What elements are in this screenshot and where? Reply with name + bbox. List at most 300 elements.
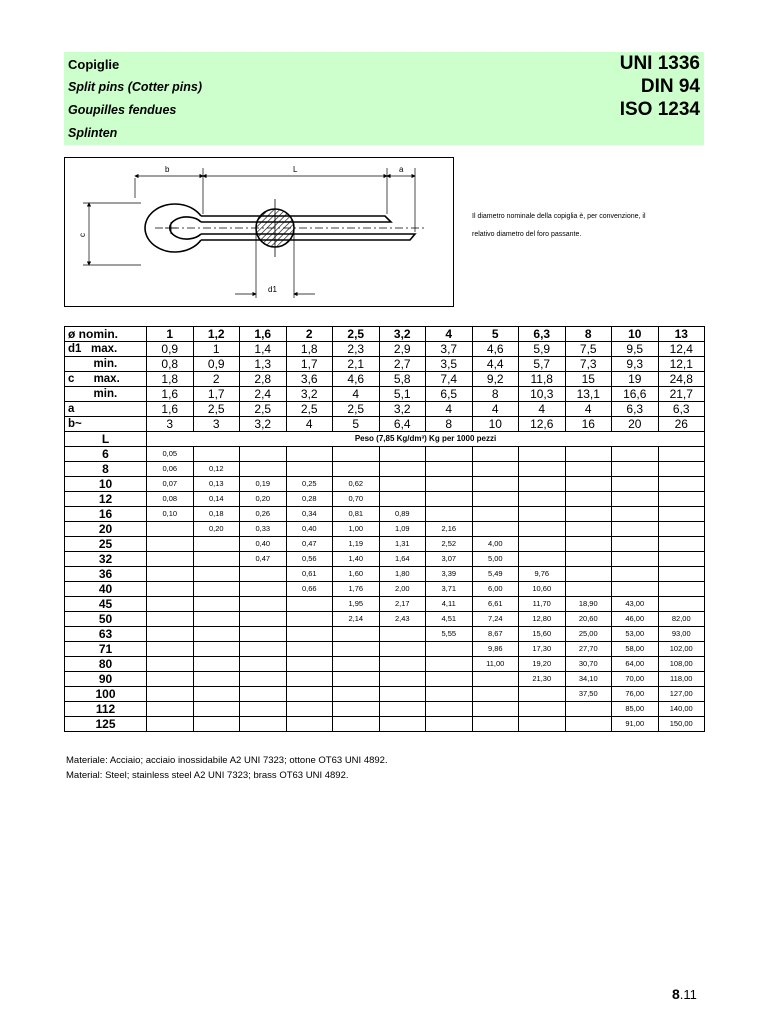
weight-value: 17,30 <box>519 642 566 657</box>
weight-value <box>193 612 240 627</box>
weight-value: 108,00 <box>658 657 705 672</box>
weight-value <box>240 597 287 612</box>
weight-value: 0,20 <box>193 522 240 537</box>
weight-value: 76,00 <box>612 687 659 702</box>
weight-value: 46,00 <box>612 612 659 627</box>
dimension-value: 10 <box>472 417 519 432</box>
weight-value: 0,18 <box>193 507 240 522</box>
weight-value <box>193 687 240 702</box>
weight-value: 1,60 <box>333 567 380 582</box>
weight-row <box>65 597 705 612</box>
weight-value <box>193 552 240 567</box>
weight-value <box>426 657 473 672</box>
nominal-row <box>65 327 705 342</box>
weight-value <box>426 672 473 687</box>
weight-value: 1,76 <box>333 582 380 597</box>
dimension-value: 2,5 <box>286 402 333 417</box>
materials-note <box>66 753 388 783</box>
dimension-value: 12,4 <box>658 342 705 357</box>
weight-value <box>379 687 426 702</box>
weight-value <box>286 447 333 462</box>
weight-value <box>240 567 287 582</box>
dimension-value: 8 <box>472 387 519 402</box>
dimension-value: 2,7 <box>379 357 426 372</box>
weight-row <box>65 552 705 567</box>
weight-value <box>565 717 612 732</box>
weight-value <box>426 462 473 477</box>
weight-row <box>65 567 705 582</box>
dimension-value: 6,4 <box>379 417 426 432</box>
weight-value: 0,70 <box>333 492 380 507</box>
weight-value: 34,10 <box>565 672 612 687</box>
dimension-value: 10,3 <box>519 387 566 402</box>
weight-value: 30,70 <box>565 657 612 672</box>
weight-row <box>65 627 705 642</box>
dimension-value: 4 <box>472 402 519 417</box>
weight-value <box>565 507 612 522</box>
nominal-size: 4 <box>426 327 473 342</box>
length-label: L <box>65 432 147 447</box>
row-label: min. <box>65 387 147 402</box>
weight-value <box>658 597 705 612</box>
weight-value <box>472 477 519 492</box>
weight-value <box>565 492 612 507</box>
weight-value <box>472 687 519 702</box>
weight-row <box>65 642 705 657</box>
dimension-row <box>65 342 705 357</box>
length-value: 125 <box>65 717 147 732</box>
weight-value <box>147 702 194 717</box>
dimension-value: 3,6 <box>286 372 333 387</box>
weight-value <box>147 687 194 702</box>
weight-value: 0,14 <box>193 492 240 507</box>
nominal-diameter-note <box>472 208 712 244</box>
weight-value <box>379 702 426 717</box>
dimension-value: 3,2 <box>379 402 426 417</box>
weight-value <box>612 492 659 507</box>
weight-value <box>612 477 659 492</box>
title-band <box>64 52 704 145</box>
weight-value: 102,00 <box>658 642 705 657</box>
weight-value <box>147 717 194 732</box>
length-value: 36 <box>65 567 147 582</box>
weight-value <box>426 507 473 522</box>
weight-value: 18,90 <box>565 597 612 612</box>
weight-value <box>472 507 519 522</box>
weight-value: 11,00 <box>472 657 519 672</box>
weight-value <box>379 717 426 732</box>
weight-value <box>333 627 380 642</box>
dim-label-d1: d1 <box>268 285 277 294</box>
weight-row <box>65 507 705 522</box>
weight-value: 82,00 <box>658 612 705 627</box>
dimension-value: 9,5 <box>612 342 659 357</box>
weight-value: 43,00 <box>612 597 659 612</box>
dimension-value: 1,3 <box>240 357 287 372</box>
weight-value: 4,11 <box>426 597 473 612</box>
weight-value: 0,12 <box>193 462 240 477</box>
dimension-value: 2,5 <box>333 402 380 417</box>
weight-value <box>658 477 705 492</box>
weight-value: 0,06 <box>147 462 194 477</box>
length-value: 112 <box>65 702 147 717</box>
dimension-value: 1,6 <box>147 402 194 417</box>
dimension-value: 6,3 <box>612 402 659 417</box>
weight-value: 0,26 <box>240 507 287 522</box>
dimension-value: 5,8 <box>379 372 426 387</box>
weight-value: 1,95 <box>333 597 380 612</box>
weight-value: 3,39 <box>426 567 473 582</box>
weight-value <box>612 522 659 537</box>
weight-row <box>65 537 705 552</box>
note-line-2: relativo diametro del foro passante. <box>472 231 582 238</box>
title-english: Split pins (Cotter pins) <box>68 80 203 94</box>
note-line-1: Il diametro nominale della copiglia è, per convenzione, il <box>472 213 646 220</box>
dimension-value: 24,8 <box>658 372 705 387</box>
dim-label-c: c <box>78 233 87 237</box>
dimension-row <box>65 372 705 387</box>
weight-value: 0,81 <box>333 507 380 522</box>
dimension-value: 20 <box>612 417 659 432</box>
weight-value <box>658 492 705 507</box>
weight-row <box>65 582 705 597</box>
weight-value <box>333 462 380 477</box>
weight-value: 10,60 <box>519 582 566 597</box>
weight-value <box>612 582 659 597</box>
length-value: 45 <box>65 597 147 612</box>
weight-value: 27,70 <box>565 642 612 657</box>
dimension-value: 1,8 <box>147 372 194 387</box>
weight-value: 5,49 <box>472 567 519 582</box>
nominal-size: 1,2 <box>193 327 240 342</box>
weight-value: 127,00 <box>658 687 705 702</box>
nominal-size: 13 <box>658 327 705 342</box>
weight-value <box>472 462 519 477</box>
weight-value: 85,00 <box>612 702 659 717</box>
weight-value <box>286 462 333 477</box>
weight-value: 11,70 <box>519 597 566 612</box>
dimension-row <box>65 387 705 402</box>
weight-value <box>379 462 426 477</box>
length-value: 50 <box>65 612 147 627</box>
split-pin-drawing <box>64 157 454 307</box>
weight-value <box>193 627 240 642</box>
weight-value <box>519 702 566 717</box>
weight-value: 0,62 <box>333 477 380 492</box>
weight-row <box>65 702 705 717</box>
length-value: 12 <box>65 492 147 507</box>
materials-english: Material: Steel; stainless steel A2 UNI 7323; brass OT63 UNI 4892. <box>66 770 349 781</box>
weight-value: 2,16 <box>426 522 473 537</box>
dimension-value: 13,1 <box>565 387 612 402</box>
weight-value: 0,19 <box>240 477 287 492</box>
weight-value <box>426 492 473 507</box>
dimension-value: 2,1 <box>333 357 380 372</box>
weight-caption-row <box>65 432 705 447</box>
weight-value <box>286 717 333 732</box>
weight-value: 0,61 <box>286 567 333 582</box>
weight-value: 6,00 <box>472 582 519 597</box>
dimension-value: 4 <box>286 417 333 432</box>
dimension-row <box>65 357 705 372</box>
dimension-value: 3,2 <box>240 417 287 432</box>
row-label: min. <box>65 357 147 372</box>
weight-value: 0,40 <box>286 522 333 537</box>
dimension-value: 15 <box>565 372 612 387</box>
weight-value <box>379 447 426 462</box>
weight-value: 0,40 <box>240 537 287 552</box>
standard-uni: UNI 1336 <box>619 53 700 74</box>
dimension-value: 9,3 <box>612 357 659 372</box>
dimension-row <box>65 402 705 417</box>
weight-value <box>286 687 333 702</box>
weight-value: 0,08 <box>147 492 194 507</box>
dimension-value: 7,4 <box>426 372 473 387</box>
weight-value <box>240 627 287 642</box>
dimension-value: 5,9 <box>519 342 566 357</box>
dimension-value: 4,6 <box>472 342 519 357</box>
title-italian: Copiglie <box>68 57 120 72</box>
dimension-value: 16,6 <box>612 387 659 402</box>
weight-value: 8,67 <box>472 627 519 642</box>
page-index: .11 <box>679 987 697 1002</box>
weight-value <box>519 507 566 522</box>
weight-value <box>612 537 659 552</box>
dimension-value: 5,7 <box>519 357 566 372</box>
weight-value: 58,00 <box>612 642 659 657</box>
weight-value <box>565 522 612 537</box>
dimension-value: 4 <box>519 402 566 417</box>
weight-value: 4,51 <box>426 612 473 627</box>
dimension-value: 0,8 <box>147 357 194 372</box>
weight-value <box>286 657 333 672</box>
dimension-value: 19 <box>612 372 659 387</box>
weight-value <box>472 522 519 537</box>
length-value: 25 <box>65 537 147 552</box>
weight-value: 0,13 <box>193 477 240 492</box>
weight-value <box>612 447 659 462</box>
weight-value <box>147 672 194 687</box>
weight-value <box>286 627 333 642</box>
standards-block <box>620 52 700 121</box>
weight-value <box>147 537 194 552</box>
dimension-value: 4 <box>565 402 612 417</box>
weight-value <box>147 522 194 537</box>
dimension-value: 9,2 <box>472 372 519 387</box>
dim-label-b: b <box>165 165 170 174</box>
weight-value: 1,09 <box>379 522 426 537</box>
weight-value: 9,76 <box>519 567 566 582</box>
weight-value <box>565 462 612 477</box>
weight-value <box>240 612 287 627</box>
weight-row <box>65 657 705 672</box>
weight-value <box>240 642 287 657</box>
dimension-value: 12,1 <box>658 357 705 372</box>
length-value: 40 <box>65 582 147 597</box>
dimension-value: 0,9 <box>147 342 194 357</box>
page-chapter: 8 <box>672 986 680 1002</box>
weight-value <box>565 567 612 582</box>
weight-value <box>379 657 426 672</box>
weight-row <box>65 717 705 732</box>
dimension-value: 2,5 <box>240 402 287 417</box>
weight-value <box>472 702 519 717</box>
dimension-value: 1,4 <box>240 342 287 357</box>
weight-row <box>65 687 705 702</box>
weight-value <box>193 717 240 732</box>
weight-value <box>147 552 194 567</box>
weight-value <box>333 702 380 717</box>
weight-value <box>565 552 612 567</box>
nominal-size: 6,3 <box>519 327 566 342</box>
weight-value <box>519 492 566 507</box>
weight-value <box>519 717 566 732</box>
weight-value <box>379 492 426 507</box>
row-label: ø nomin. <box>65 327 147 342</box>
length-value: 71 <box>65 642 147 657</box>
weight-value <box>658 507 705 522</box>
nominal-size: 10 <box>612 327 659 342</box>
weight-value <box>333 672 380 687</box>
weight-value <box>193 582 240 597</box>
dimension-value: 11,8 <box>519 372 566 387</box>
weight-value: 0,20 <box>240 492 287 507</box>
weight-value <box>612 507 659 522</box>
weight-value <box>193 642 240 657</box>
materials-italian: Materiale: Acciaio; acciaio inossidabile A2 UNI 7323; ottone OT63 UNI 4892. <box>66 755 388 766</box>
weight-value <box>426 687 473 702</box>
length-value: 8 <box>65 462 147 477</box>
nominal-size: 2 <box>286 327 333 342</box>
weight-value <box>426 477 473 492</box>
dimension-value: 3,2 <box>286 387 333 402</box>
weight-row <box>65 522 705 537</box>
weight-value <box>565 537 612 552</box>
split-pin-svg <box>65 158 455 308</box>
weight-value: 1,00 <box>333 522 380 537</box>
dimension-value: 2 <box>193 372 240 387</box>
weight-value <box>193 672 240 687</box>
nominal-size: 2,5 <box>333 327 380 342</box>
dimension-value: 7,3 <box>565 357 612 372</box>
weight-value <box>240 672 287 687</box>
weight-value <box>147 567 194 582</box>
weight-value <box>193 702 240 717</box>
dimension-value: 5,1 <box>379 387 426 402</box>
weight-value <box>286 642 333 657</box>
row-label: b~ <box>65 417 147 432</box>
weight-value: 37,50 <box>565 687 612 702</box>
weight-value <box>379 477 426 492</box>
weight-value: 2,43 <box>379 612 426 627</box>
weight-value <box>565 447 612 462</box>
weight-value <box>519 537 566 552</box>
weight-value <box>240 702 287 717</box>
standard-din: DIN 94 <box>640 76 700 97</box>
weight-value <box>658 522 705 537</box>
weight-value <box>612 462 659 477</box>
weight-value <box>286 597 333 612</box>
weight-value <box>379 627 426 642</box>
weight-value <box>147 597 194 612</box>
dimension-value: 6,3 <box>658 402 705 417</box>
row-label: d1 max. <box>65 342 147 357</box>
weight-value: 64,00 <box>612 657 659 672</box>
weight-value <box>333 687 380 702</box>
weight-value: 53,00 <box>612 627 659 642</box>
weight-value: 70,00 <box>612 672 659 687</box>
dimension-value: 2,8 <box>240 372 287 387</box>
weight-row <box>65 447 705 462</box>
weight-value <box>379 642 426 657</box>
weight-row <box>65 477 705 492</box>
weight-value <box>658 582 705 597</box>
weight-value <box>565 477 612 492</box>
dimension-value: 5 <box>333 417 380 432</box>
weight-value <box>519 477 566 492</box>
dimension-value: 26 <box>658 417 705 432</box>
dimension-value: 1,7 <box>193 387 240 402</box>
dimensions-table <box>64 326 705 732</box>
length-value: 20 <box>65 522 147 537</box>
dimension-row <box>65 417 705 432</box>
weight-value: 7,24 <box>472 612 519 627</box>
weight-value <box>519 462 566 477</box>
weight-value <box>286 672 333 687</box>
dimension-value: 8 <box>426 417 473 432</box>
weight-value: 9,86 <box>472 642 519 657</box>
weight-value <box>333 657 380 672</box>
dimension-value: 2,4 <box>240 387 287 402</box>
weight-value <box>193 567 240 582</box>
length-value: 32 <box>65 552 147 567</box>
dimension-value: 4 <box>426 402 473 417</box>
weight-value <box>612 552 659 567</box>
weight-value: 6,61 <box>472 597 519 612</box>
weight-value <box>519 552 566 567</box>
title-french: Goupilles fendues <box>68 103 177 117</box>
weight-value <box>333 717 380 732</box>
weight-caption: Peso (7,85 Kg/dm³) Kg per 1000 pezzi <box>147 432 705 447</box>
weight-value: 19,20 <box>519 657 566 672</box>
weight-value <box>240 462 287 477</box>
length-value: 90 <box>65 672 147 687</box>
dimension-value: 21,7 <box>658 387 705 402</box>
weight-value: 0,28 <box>286 492 333 507</box>
weight-value <box>286 702 333 717</box>
standard-iso: ISO 1234 <box>619 99 700 120</box>
weight-value: 12,80 <box>519 612 566 627</box>
dimension-value: 3 <box>147 417 194 432</box>
row-label: c max. <box>65 372 147 387</box>
dimension-value: 12,6 <box>519 417 566 432</box>
weight-value: 20,60 <box>565 612 612 627</box>
weight-value: 3,71 <box>426 582 473 597</box>
dim-label-a: a <box>399 165 404 174</box>
dimension-value: 3,7 <box>426 342 473 357</box>
weight-value <box>658 552 705 567</box>
weight-value <box>472 492 519 507</box>
title-block <box>68 56 202 148</box>
weight-value: 1,64 <box>379 552 426 567</box>
weight-value: 0,47 <box>240 552 287 567</box>
title-german: Splinten <box>68 126 118 140</box>
weight-value <box>519 447 566 462</box>
weight-value: 150,00 <box>658 717 705 732</box>
dimension-value: 1,8 <box>286 342 333 357</box>
weight-value: 2,00 <box>379 582 426 597</box>
length-value: 16 <box>65 507 147 522</box>
